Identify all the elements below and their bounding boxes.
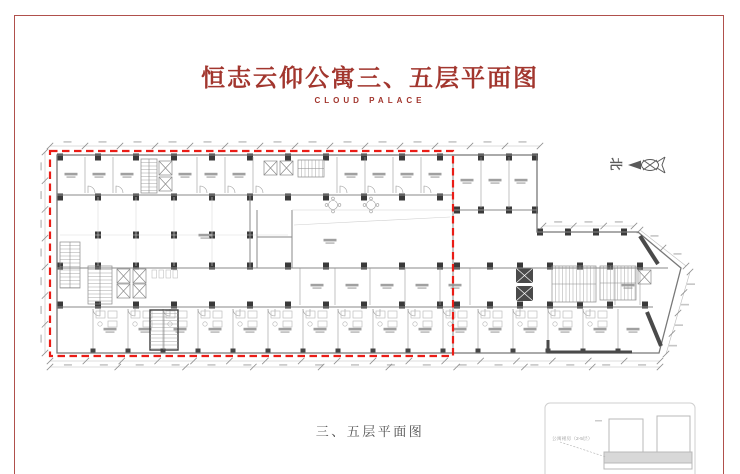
page-title: 恒志云仰公寓三、五层平面图 [201, 65, 539, 92]
key-plan-highlight-slab [604, 452, 692, 463]
north-label: 北 [608, 157, 624, 171]
page-subtitle: CLOUD PALACE [314, 96, 426, 105]
north-arrow-icon [609, 157, 666, 173]
highlight-boundary [50, 151, 453, 356]
key-plan-label: 公寓裙房（2-5层） [552, 437, 593, 442]
drawing-caption: 三、五层平面图 [315, 424, 425, 439]
plan-linework [40, 141, 695, 370]
